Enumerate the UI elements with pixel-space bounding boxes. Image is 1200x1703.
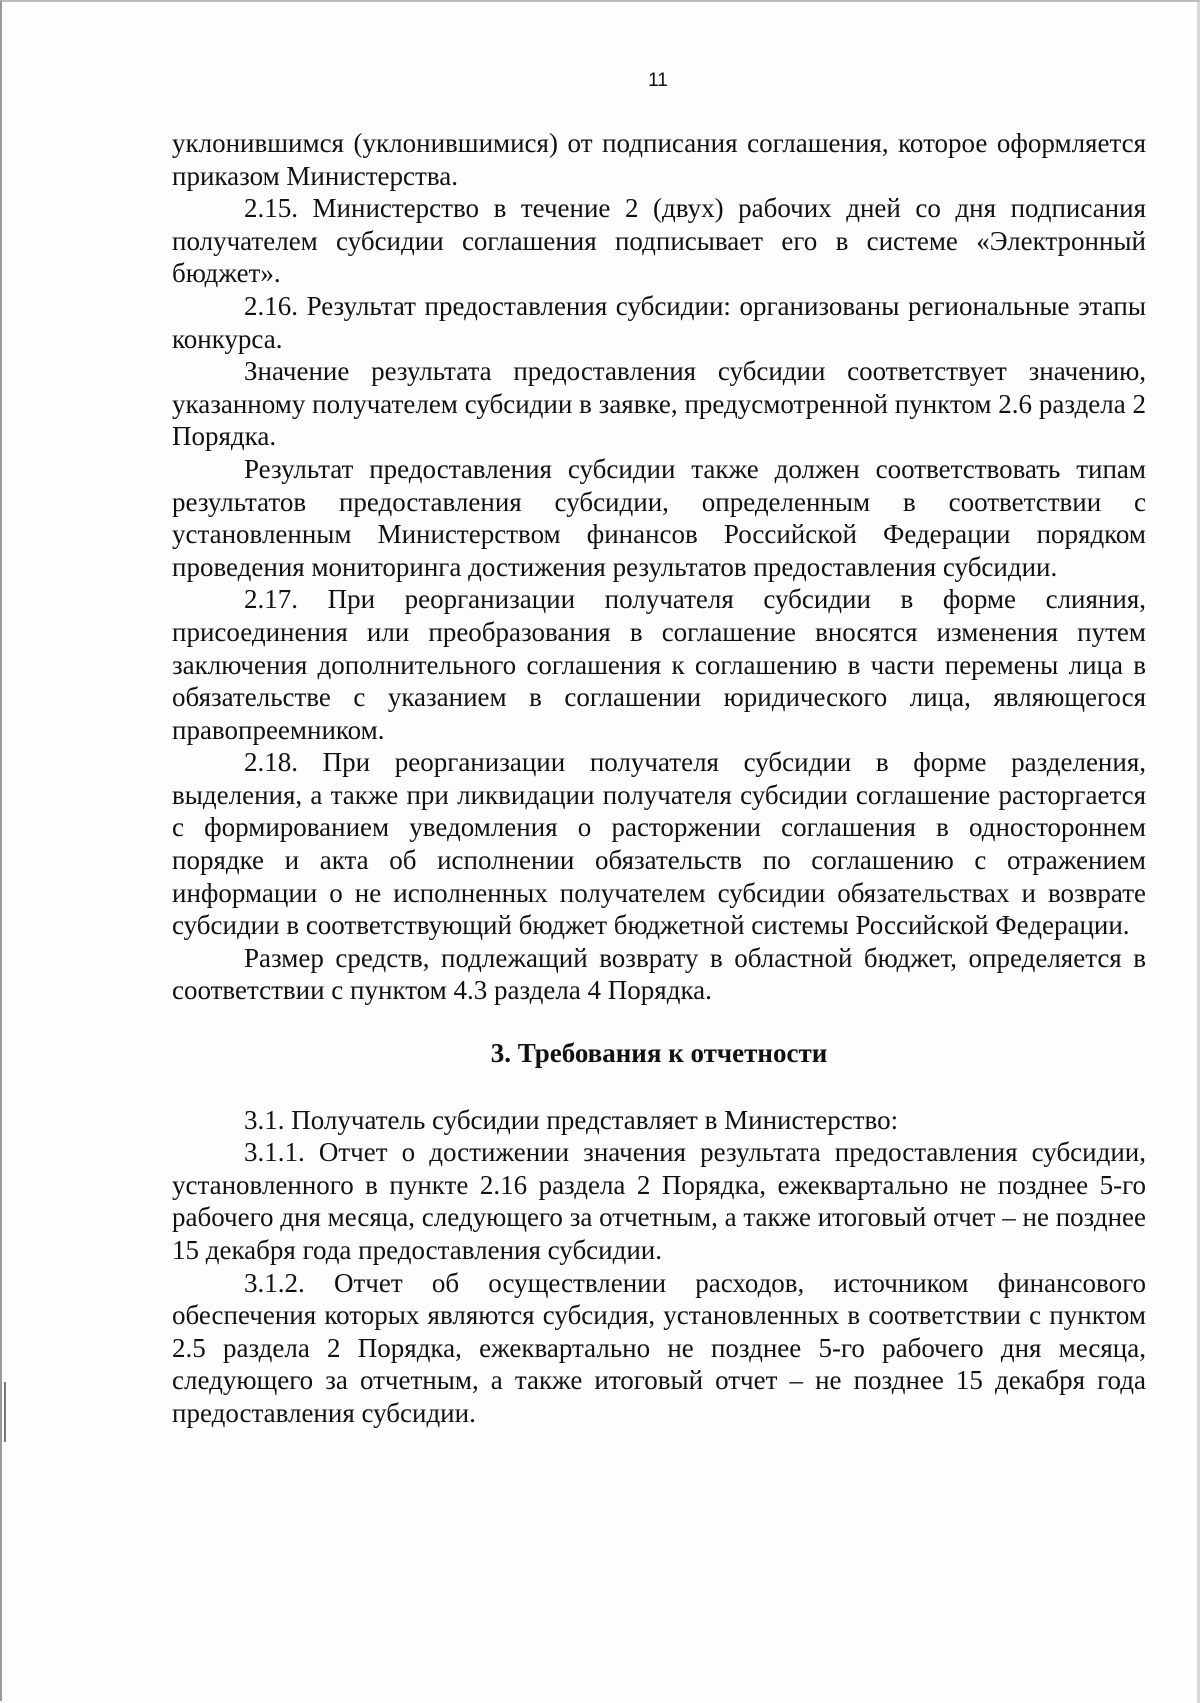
page-number: 11: [648, 70, 668, 91]
paragraph-2-15: 2.15. Министерство в течение 2 (двух) рабочих дней со дня подписания получателем субсидии соглашения подписывает его в системе «Электронный бюджет».: [172, 193, 1146, 289]
paragraph-3-1: 3.1. Получатель субсидии представляет в Министерство:: [244, 1104, 899, 1135]
scan-mark: [4, 1382, 6, 1442]
paragraph-2-18: 2.18. При реорганизации получателя субсидии в форме разделения, выделения, а также при ликвидации получателя субсидии соглашение расторгается с формированием уведомления о расторжении соглашения в одностороннем порядке и акта об исполнении обязательств по соглашению с отражением информации о не исполненных получателем субсидии обязательствах и возврате субсидии в соответствующий бюджет бюджетной системы Российской Федерации.: [172, 747, 1146, 941]
paragraph-2-16: 2.16. Результат предоставления субсидии: организованы региональные этапы конкурса.: [172, 290, 1146, 354]
paragraph-3-1-2: 3.1.2. Отчет об осуществлении расходов, источником финансового обеспечения которых являются субсидия, установленных в соответствии с пунктом 2.5 раздела 2 Порядка, ежеквартально не позднее 5-го рабочего дня месяца, следующего за отчетным, а также итоговый отчет – не позднее 15 декабря года предоставления субсидии.: [172, 1267, 1146, 1428]
paragraph-continuation: уклонившимся (уклонившимися) от подписания соглашения, которое оформляется приказом Министерства.: [172, 128, 1146, 191]
paragraph-2-17: 2.17. При реорганизации получателя субсидии в форме слияния, присоединения или преобразования в соглашение вносятся изменения путем заключения дополнительного соглашения к соглашению в части перемены лица в обязательстве с указанием в соглашении юридического лица, являющегося правопреемником.: [172, 584, 1146, 745]
document-body: [172, 127, 1146, 1430]
paragraph-3-1-1: 3.1.1. Отчет о достижении значения результата предоставления субсидии, установленного в пункте 2.16 раздела 2 Порядка, ежеквартально не позднее 5-го рабочего дня месяца, следующего за отчетным, а также итоговый отчет – не позднее 15 декабря года предоставления субсидии.: [172, 1137, 1146, 1265]
paragraph-result-value: Значение результата предоставления субсидии соответствует значению, указанному получателем субсидии в заявке, предусмотренной пунктом 2.6 раздела 2 Порядка.: [172, 356, 1146, 452]
paragraph-refund-amount: Размер средств, подлежащий возврату в областной бюджет, определяется в соответствии с пунктом 4.3 раздела 4 Порядка.: [172, 942, 1146, 1006]
paragraph-result-types: Результат предоставления субсидии также должен соответствовать типам результатов предоставления субсидии, определенным в соответствии с установленным Министерством финансов Российской Федерации порядком проведения мониторинга достижения результатов предоставления субсидии.: [172, 453, 1146, 582]
section-heading: 3. Требования к отчетности: [490, 1038, 828, 1069]
